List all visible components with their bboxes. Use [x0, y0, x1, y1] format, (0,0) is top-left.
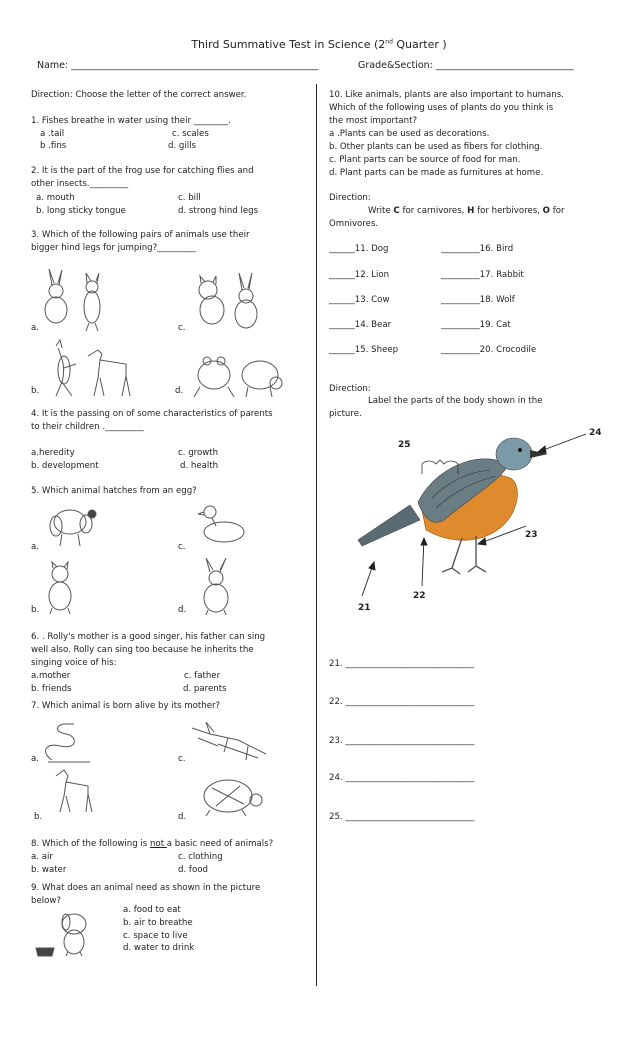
q9-option-c: c. space to live [123, 931, 188, 941]
q2-option-a: a. mouth [36, 193, 75, 203]
animal-item-18: _________18. Wolf [441, 295, 515, 305]
q4-text-2: to their children ._________ [31, 422, 144, 432]
q1-text: 1. Fishes breathe in water using their ________. [31, 116, 231, 126]
q5-text: 5. Which animal hatches from an egg? [31, 486, 197, 496]
q7-option-a: a. [31, 754, 39, 764]
q9-option-a: a. food to eat [123, 905, 181, 915]
duck-illustration [194, 500, 248, 548]
animal-item-12: ______12. Lion [329, 270, 390, 280]
crocodile-illustration [188, 718, 270, 766]
direction-text: Direction: Choose the letter of the correct answer. [31, 90, 247, 100]
q9-option-b: b. air to breathe [123, 918, 193, 928]
q10-option-d: d. Plant parts can be made as furnitures at home. [329, 168, 544, 178]
animal-item-17: _________17. Rabbit [441, 270, 524, 280]
q2-text-1: 2. It is the part of the frog use for catching flies and [31, 166, 254, 176]
q8-text: 8. Which of the following is not a basic need of animals? [31, 839, 274, 849]
q10-text-2: Which of the following uses of plants do you think is [329, 103, 554, 113]
answer-line-22[interactable]: 22. ______________________________ [329, 697, 475, 707]
q5-option-b: b. [31, 605, 40, 615]
q2-option-b: b. long sticky tongue [36, 206, 126, 216]
q4-option-a: a.heredity [31, 448, 75, 458]
snake-illustration [38, 722, 98, 766]
bird-label-22: 22 [413, 591, 426, 601]
cat-illustration [40, 560, 80, 616]
q1-option-c: c. scales [172, 129, 209, 139]
q4-text-1: 4. It is the passing on of some characteristics of parents [31, 409, 273, 419]
q4-option-b: b. development [31, 461, 99, 471]
q10-option-b: b. Other plants can be used as fibers for clothing. [329, 142, 543, 152]
q3-text-2: bigger hind legs for jumping?_________ [31, 243, 196, 253]
column-divider [316, 84, 317, 986]
q10-text-1: 10. Like animals, plants are also important to humans. [329, 90, 564, 100]
q1-option-a: a .tail [40, 129, 65, 139]
frog-turtle-illustration [190, 345, 286, 403]
bird-label-21: 21 [358, 603, 371, 613]
bird-label-23: 23 [525, 530, 538, 540]
q10-text-3: the most important? [329, 116, 418, 126]
animal-item-11: ______11. Dog [329, 244, 389, 254]
q1-option-d: d. gills [168, 141, 197, 151]
bird-label-25: 25 [398, 440, 411, 450]
animal-item-20: _________20. Crocodile [441, 345, 537, 355]
q2-text-2: other insects._________ [31, 179, 129, 189]
answer-line-23[interactable]: 23. ______________________________ [329, 736, 475, 746]
q4-option-d: d. health [180, 461, 219, 471]
q7-option-b: b. [34, 812, 43, 822]
q6-option-b: b. friends [31, 684, 72, 694]
animal-item-14: ______14. Bear [329, 320, 392, 330]
animal-item-16: _________16. Bird [441, 244, 514, 254]
page-title: Third Summative Test in Science (2nd Quarter ) [191, 38, 447, 51]
animal-item-15: ______15. Sheep [329, 345, 399, 355]
q6-text-3: singing voice of his: [31, 658, 117, 668]
q6-option-a: a.mother [31, 671, 71, 681]
q2-option-c: c. bill [178, 193, 201, 203]
q5-option-a: a. [31, 542, 39, 552]
q10-option-a: a .Plants can be used as decorations. [329, 129, 490, 139]
kangaroo-horse-illustration [42, 338, 132, 400]
bird-label-24: 24 [589, 428, 602, 438]
q1-option-b: b .fins [40, 141, 67, 151]
q2-option-d: d. strong hind legs [178, 206, 259, 216]
q8-option-a: a. air [31, 852, 53, 862]
bird-diagram [340, 420, 620, 620]
rabbit-illustration [196, 558, 236, 616]
direction-3-text: Label the parts of the body shown in the [368, 396, 543, 406]
grade-section-field: Grade&Section: _____________________________ [358, 60, 574, 71]
animal-item-13: ______13. Cow [329, 295, 390, 305]
cat-rabbit-illustration [190, 270, 270, 336]
horse-illustration [48, 766, 96, 814]
q3-text-1: 3. Which of the following pairs of animals use their [31, 230, 250, 240]
q7-option-c: c. [178, 754, 186, 764]
animal-item-19: _________19. Cat [441, 320, 511, 330]
direction-3-text-2: picture. [329, 409, 362, 419]
q7-text: 7. Which animal is born alive by its mother? [31, 701, 221, 711]
rabbit-cat-illustration [34, 265, 114, 333]
q9-text-1: 9. What does an animal need as shown in the picture [31, 883, 261, 893]
q3-option-d: d. [175, 386, 184, 396]
q6-option-d: d. parents [183, 684, 227, 694]
answer-line-24[interactable]: 24. ______________________________ [329, 773, 475, 783]
q7-option-d: d. [178, 812, 187, 822]
turtle-illustration [194, 774, 266, 818]
q9-option-d: d. water to drink [123, 943, 195, 953]
q8-option-b: b. water [31, 865, 67, 875]
q5-option-d: d. [178, 605, 187, 615]
answer-line-25[interactable]: 25. ______________________________ [329, 812, 475, 822]
q6-text-2: well also. Rolly can sing too because he inherits the [31, 645, 254, 655]
q3-option-c: c. [178, 323, 186, 333]
q10-option-c: c. Plant parts can be source of food for man. [329, 155, 521, 165]
q3-option-b: b. [31, 386, 40, 396]
name-field: Name: ____________________________________________________ [37, 60, 319, 71]
q6-text-1: 6. . Rolly's mother is a good singer, his father can sing [31, 632, 266, 642]
dog-illustration [40, 500, 104, 548]
q3-option-a: a. [31, 323, 39, 333]
answer-line-21[interactable]: 21. ______________________________ [329, 659, 475, 669]
q9-text-2: below? [31, 896, 61, 906]
direction-3-label: Direction: [329, 384, 371, 394]
direction-2-text: Write C for carnivores, H for herbivores, O for [368, 206, 565, 216]
direction-2-text-2: Omnivores. [329, 219, 379, 229]
q8-option-c: c. clothing [178, 852, 223, 862]
dog-water-bowl-illustration [32, 908, 98, 958]
direction-2-label: Direction: [329, 193, 371, 203]
q8-option-d: d. food [178, 865, 208, 875]
q4-option-c: c. growth [178, 448, 219, 458]
q5-option-c: c. [178, 542, 186, 552]
q6-option-c: c. father [184, 671, 221, 681]
